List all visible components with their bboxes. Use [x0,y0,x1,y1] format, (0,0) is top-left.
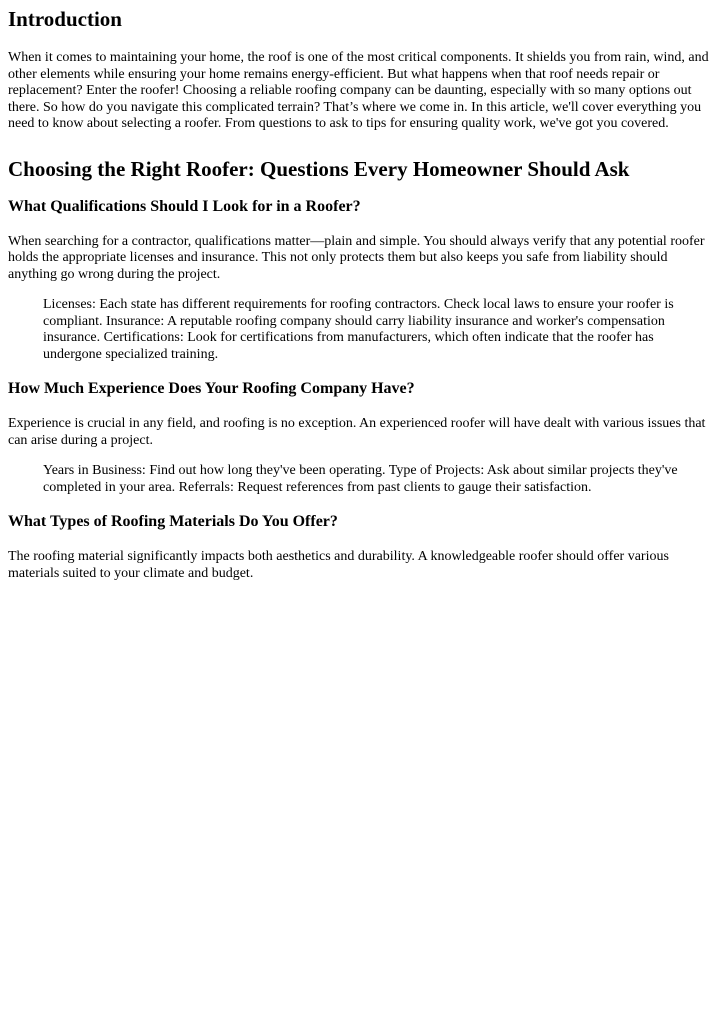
qualifications-paragraph: When searching for a contractor, qualifications matter—plain and simple. You should always verify that any potential roofer holds the appropriate licenses and insurance. This not only protects them but also keeps you safe from liability should anything go wrong during the project. [8,233,705,282]
materials-paragraph: The roofing material significantly impacts both aesthetics and durability. A knowledgeable roofer should offer various materials suited to your climate and budget. [8,549,669,581]
main-heading: Choosing the Right Roofer: Questions Every Homeowner Should Ask [8,156,630,181]
article-page [0,7,720,582]
intro-paragraph: When it comes to maintaining your home, the roof is one of the most critical components. It shields you from rain, wind, and other elements while ensuring your home remains energy-efficient. But what happens when that roof needs repair or replacement? Enter the roofer! Choosing a reliable roofing company can be daunting, especially with so many options out there. So how do you navigate this complicated terrain? That’s where we come in. In this article, we'll cover everything you need to know about selecting a roofer. From questions to ask to tips for ensuring quality work, we've got you covered. [8,50,709,131]
qualifications-heading: What Qualifications Should I Look for in a Roofer? [8,197,361,215]
qualifications-quote: Licenses: Each state has different requirements for roofing contractors. Check local laws to ensure your roofer is compliant. Insurance: A reputable roofing company should carry liability insurance and worker's compensation insurance. Certifications: Look for certifications from manufacturers, which often indicate that the roofer has undergone specialized training. [43,297,674,362]
intro-heading: Introduction [8,7,122,31]
experience-heading: How Much Experience Does Your Roofing Company Have? [8,380,415,397]
experience-quote: Years in Business: Find out how long they've been operating. Type of Projects: Ask about similar projects they've completed in your area. Referrals: Request references from past clients to gauge their satisfaction. [43,463,678,495]
experience-paragraph: Experience is crucial in any field, and roofing is no exception. An experienced roofer will have dealt with various issues that can arise during a project. [8,416,706,448]
materials-heading: What Types of Roofing Materials Do You Offer? [8,513,338,530]
